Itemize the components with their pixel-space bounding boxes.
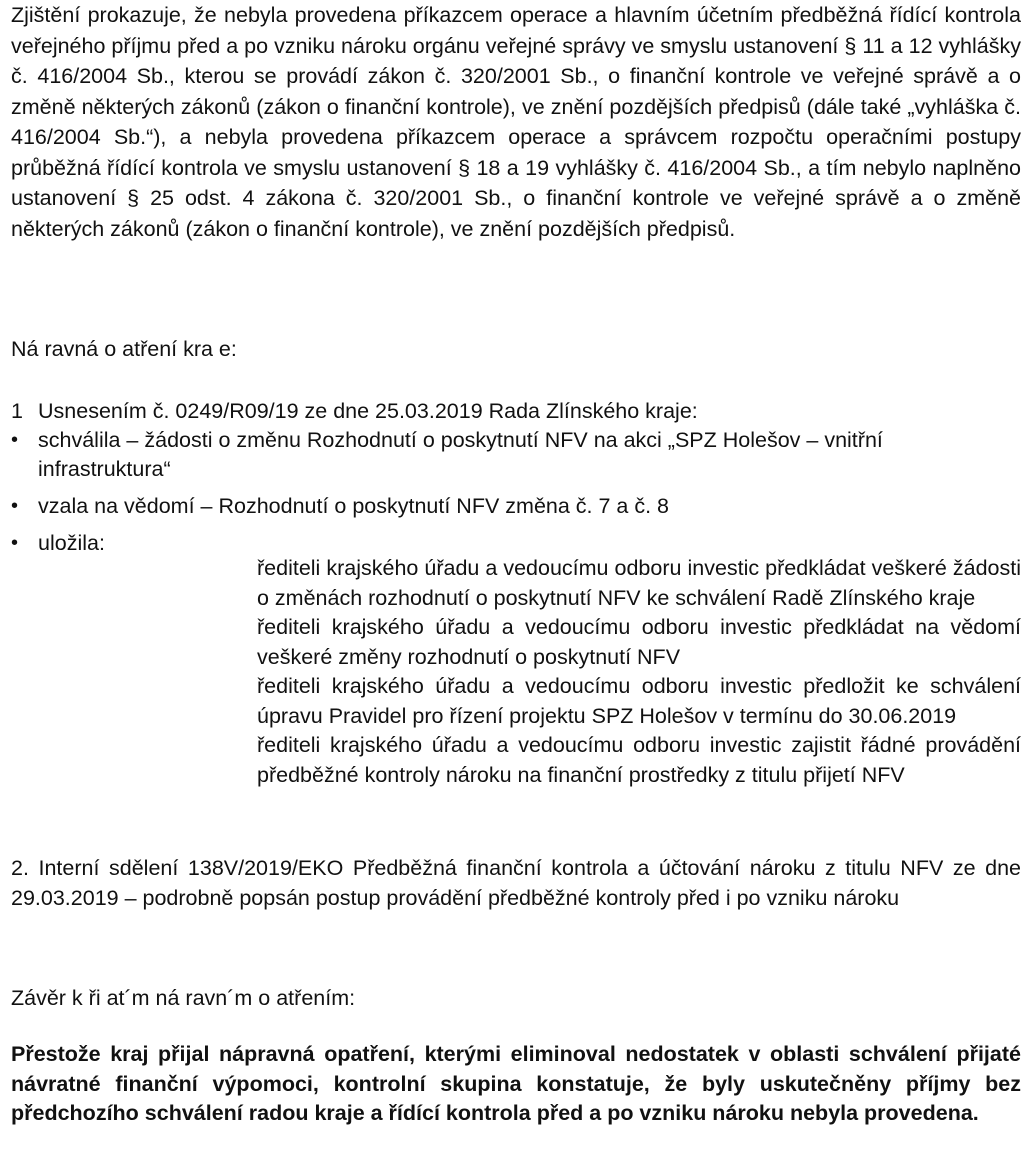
measure-item-1-text: Usnesením č. 0249/R09/19 ze dne 25.03.2019 Rada Zlínského kraje: — [38, 399, 698, 423]
measure-item-1-title — [11, 396, 698, 426]
bullet-text: schválila – žádosti o změnu Rozhodnutí o poskytnutí NFV na akci „SPZ Holešov – vnitřní infrastruktura“ — [38, 428, 883, 481]
duty-item: řediteli krajského úřadu a vedoucímu odboru investic předkládat na vědomí veškeré změny rozhodnutí o poskytnutí NFV — [257, 615, 1021, 669]
duty-item: řediteli krajského úřadu a vedoucímu odboru investic předložit ke schválení úpravu Pravidel pro řízení projektu SPZ Holešov v termínu do 30.06.2019 — [257, 674, 1021, 728]
bullet-text: uložila: — [38, 531, 105, 555]
bullet-text: vzala na vědomí – Rozhodnutí o poskytnutí NFV změna č. 7 a č. 8 — [38, 494, 669, 518]
bullet-item — [11, 492, 1021, 521]
duty-item: řediteli krajského úřadu a vedoucímu odboru investic předkládat veškeré žádosti o změnách rozhodnutí o poskytnutí NFV ke schválení Radě Zlínského kraje — [257, 556, 1021, 610]
measure-item-1-number: 1 — [11, 399, 23, 423]
imposed-duties-list — [257, 554, 1021, 790]
bullet-icon: • — [11, 429, 19, 451]
conclusion-heading: Závěr k ři at´m ná ravn´m o atřením: — [11, 986, 356, 1010]
bullet-icon: • — [11, 532, 19, 554]
corrective-measures-heading: Ná ravná o atření kra e: — [11, 337, 237, 361]
bullet-item — [11, 426, 1021, 484]
finding-paragraph: Zjištění prokazuje, že nebyla provedena příkazcem operace a hlavním účetním předběžná řídící kontrola veřejného příjmu před a po vzniku nároku orgánu veřejné správy ve smyslu ustanovení § 11 a 12 vyhlášky č. 416/2004 Sb., kterou se provádí zákon č. 320/2001 Sb., o finanční kontrole ve veřejné správě a o změně některých zákonů (zákon o finanční kontrole), ve znění pozdějších předpisů (dále také „vyhláška č. 416/2004 Sb.“), a nebyla provedena příkazcem operace a správcem rozpočtu operačními postupy průběžná řídící kontrola ve smyslu ustanovení § 18 a 19 vyhlášky č. 416/2004 Sb., a tím nebylo naplněno ustanovení § 25 odst. 4 zákona č. 320/2001 Sb., o finanční kontrole ve veřejné správě a o změně některých zákonů (zákon o finanční kontrole), ve znění pozdějších předpisů. — [11, 3, 1021, 241]
resolution-bullet-list — [11, 426, 1021, 558]
conclusion-paragraph: Přestože kraj přijal nápravná opatření, kterými eliminoval nedostatek v oblasti schválení přijaté návratné finanční výpomoci, kontrolní skupina konstatuje, že byly uskutečněny příjmy bez předchozího schválení radou kraje a řídící kontrola před a po vzniku nároku nebyla provedena. — [11, 1042, 1021, 1125]
bullet-icon: • — [11, 495, 19, 517]
duty-item: řediteli krajského úřadu a vedoucímu odboru investic zajistit řádné provádění předběžné kontroly nároku na finanční prostředky z titulu přijetí NFV — [257, 733, 1021, 787]
measure-item-2: 2. Interní sdělení 138V/2019/EKO Předběžná finanční kontrola a účtování nároku z titulu NFV ze dne 29.03.2019 – podrobně popsán postup provádění předběžné kontroly před i po vzniku nároku — [11, 856, 1021, 910]
